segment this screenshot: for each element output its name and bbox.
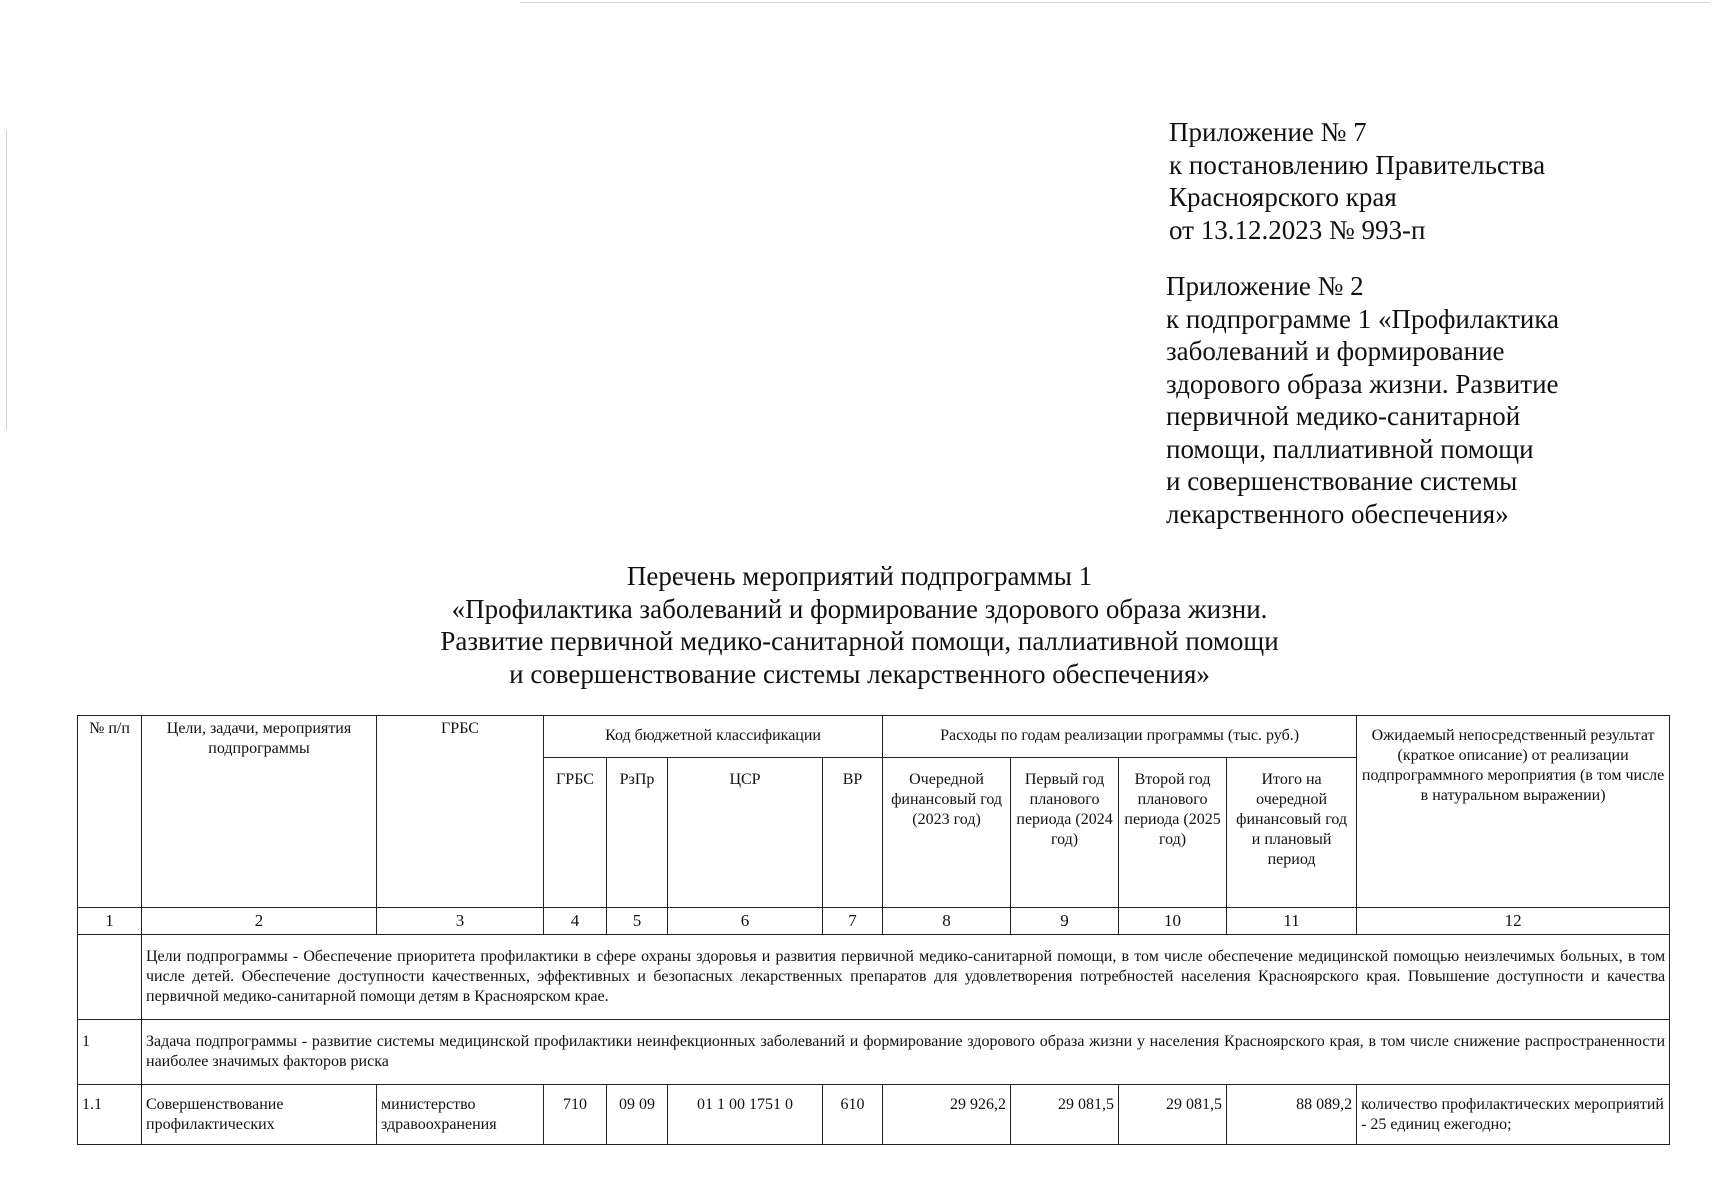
appendix-2-line: первичной медико-санитарной — [1166, 401, 1521, 431]
header-code-vr: ВР — [823, 758, 883, 908]
appendix-2-line: Приложение № 2 — [1166, 271, 1364, 301]
header-code-rzpr: РзПр — [607, 758, 668, 908]
column-number: 8 — [883, 908, 1011, 935]
column-number: 12 — [1357, 908, 1670, 935]
column-number: 10 — [1119, 908, 1227, 935]
header-year-2024: Первый год планового периода (2024 год) — [1011, 758, 1119, 908]
header-total: Итого на очередной финансовый год и плановый период — [1227, 758, 1357, 908]
appendix-2-block — [1166, 270, 1559, 530]
row-y2025: 29 081,5 — [1119, 1085, 1227, 1145]
task-num: 1 — [78, 1020, 142, 1085]
left-scan-line — [6, 130, 7, 430]
row-code-grbs: 710 — [544, 1085, 607, 1145]
goals-text: Цели подпрограммы - Обеспечение приоритета профилактики в сфере охраны здоровья и развития первичной медико-санитарной помощи, в том числе обеспечение медицинской помощью неизлечимых больных, в том числе детей. Обеспечение доступности качественных, эффективных и безопасных лекарственных препаратов для удовлетворения потребностей населения Красноярского края. Повышение доступности и качества первичной медико-санитарной помощи детям в Красноярском крае. — [142, 935, 1670, 1020]
measures-table — [77, 715, 1670, 1145]
row-code-csr: 01 1 00 1751 0 — [668, 1085, 823, 1145]
appendix-2-line: и совершенствование системы — [1166, 466, 1518, 496]
appendix-2-line: заболеваний и формирование — [1166, 336, 1505, 366]
appendix-2-line: лекарственного обеспечения» — [1166, 498, 1509, 529]
appendix-7-line: Красноярского края — [1169, 182, 1397, 212]
column-number: 9 — [1011, 908, 1119, 935]
title-line: «Профилактика заболеваний и формирование здорового образа жизни. — [451, 593, 1268, 624]
title-line: Развитие первичной медико-санитарной помощи, паллиативной помощи — [440, 626, 1279, 656]
row-total: 88 089,2 — [1227, 1085, 1357, 1145]
header-year-2025: Второй год планового периода (2025 год) — [1119, 758, 1227, 908]
task-row — [78, 1020, 1670, 1085]
row-name: Совершенствование профилактических — [142, 1085, 377, 1145]
column-number: 3 — [377, 908, 544, 935]
header-code-grbs: ГРБС — [544, 758, 607, 908]
appendix-7-block — [1169, 116, 1545, 246]
row-y2024: 29 081,5 — [1011, 1085, 1119, 1145]
row-result: количество профилактических мероприятий - 25 единиц ежегодно; — [1357, 1085, 1670, 1145]
row-code-rzpr: 09 09 — [607, 1085, 668, 1145]
appendix-2-line: здорового образа жизни. Развитие — [1166, 368, 1559, 399]
column-number: 7 — [823, 908, 883, 935]
appendix-2-line: к подпрограмме 1 «Профилактика — [1166, 303, 1560, 334]
goals-num-cell — [78, 935, 142, 1020]
document-title — [0, 560, 1719, 690]
header-goals: Цели, задачи, мероприятия подпрограммы — [142, 716, 377, 908]
column-number: 11 — [1227, 908, 1357, 935]
header-expenses: Расходы по годам реализации программы (тыс. руб.) — [883, 716, 1357, 758]
row-code-vr: 610 — [823, 1085, 883, 1145]
task-text: Задача подпрограммы - развитие системы медицинской профилактики неинфекционных заболеваний и формирование здорового образа жизни у населения Красноярского края, в том числе снижение распространенности наиболее значимых факторов риска — [142, 1020, 1670, 1085]
goals-row — [78, 935, 1670, 1020]
header-budget-code: Код бюджетной классификации — [544, 716, 883, 758]
header-year-2023: Очередной финансовый год (2023 год) — [883, 758, 1011, 908]
row-y2023: 29 926,2 — [883, 1085, 1011, 1145]
table-row — [78, 1085, 1670, 1145]
title-line: Перечень мероприятий подпрограммы 1 — [626, 561, 1093, 591]
title-line: и совершенствование системы лекарственного обеспечения» — [509, 658, 1210, 689]
row-grbs: министерство здравоохранения — [377, 1085, 544, 1145]
appendix-7-line: Приложение № 7 — [1169, 117, 1367, 147]
column-number-row — [78, 908, 1670, 935]
appendix-7-line: к постановлению Правительства — [1169, 149, 1546, 180]
header-code-csr: ЦСР — [668, 758, 823, 908]
row-num: 1.1 — [78, 1085, 142, 1145]
appendix-2-line: помощи, паллиативной помощи — [1166, 433, 1534, 464]
column-number: 6 — [668, 908, 823, 935]
header-row-1 — [78, 716, 1670, 758]
column-number: 2 — [142, 908, 377, 935]
appendix-7-line: от 13.12.2023 № 993-п — [1169, 214, 1426, 245]
header-grbs: ГРБС — [377, 716, 544, 908]
column-number: 5 — [607, 908, 668, 935]
column-number: 4 — [544, 908, 607, 935]
top-scan-line — [520, 2, 1710, 3]
header-num: № п/п — [78, 716, 142, 908]
header-result: Ожидаемый непосредственный результат (краткое описание) от реализации подпрограммного мероприятия (в том числе в натуральном выражении) — [1357, 716, 1670, 908]
column-number: 1 — [78, 908, 142, 935]
